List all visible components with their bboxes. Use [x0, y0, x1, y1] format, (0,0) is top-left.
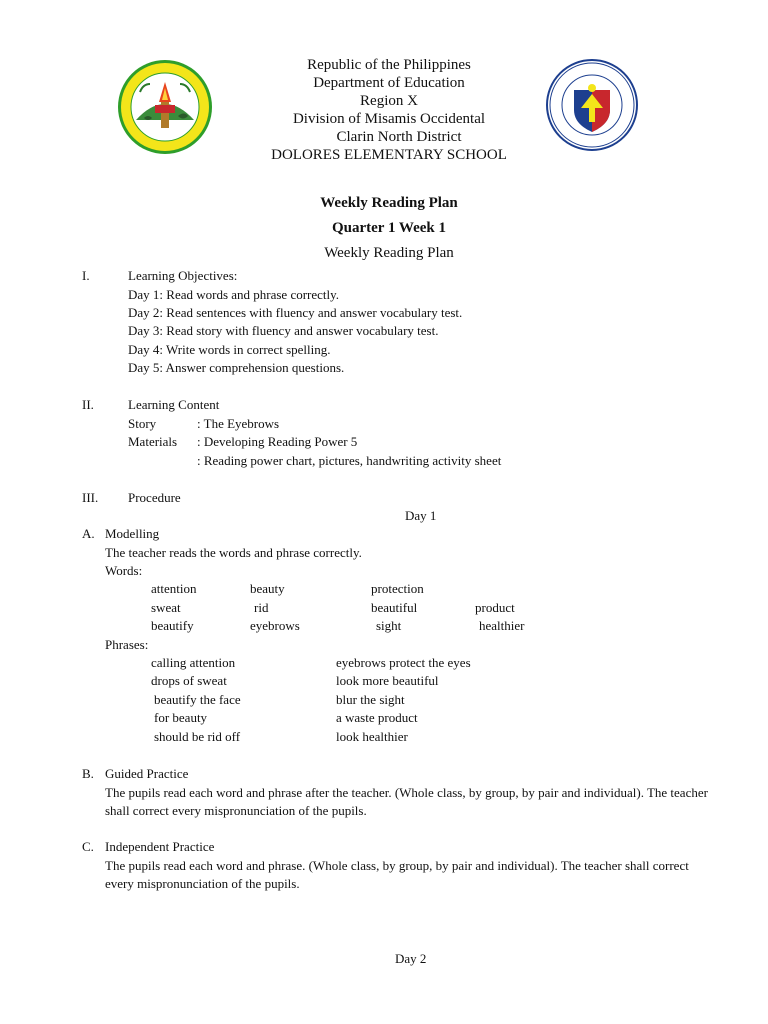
day-1-heading: Day 1 — [405, 508, 437, 523]
story-value: : The Eyebrows — [197, 416, 280, 431]
phrase-item: eyebrows protect the eyes — [336, 655, 471, 670]
word-item: eyebrows — [250, 618, 300, 633]
phrase-item: drops of sweat — [151, 673, 227, 688]
part-c-heading: Independent Practice — [105, 839, 215, 854]
header-school-name: DOLORES ELEMENTARY SCHOOL — [271, 147, 507, 163]
phrase-item: a waste product — [336, 710, 418, 725]
word-item: sight — [376, 618, 402, 633]
materials-label: Materials — [128, 434, 178, 449]
objective-day-2: Day 2: Read sentences with fluency and answer vocabulary test. — [128, 305, 463, 320]
phrases-label: Phrases: — [105, 637, 149, 652]
phrase-item: calling attention — [151, 655, 236, 670]
word-item: beautify — [151, 618, 194, 633]
section-2-heading: Learning Content — [128, 397, 220, 412]
objective-day-1: Day 1: Read words and phrase correctly. — [128, 287, 340, 302]
part-a-text: The teacher reads the words and phrase correctly. — [105, 545, 362, 560]
section-1-number: I. — [82, 268, 90, 283]
section-3-number: III. — [82, 490, 99, 505]
part-b-heading: Guided Practice — [105, 766, 189, 781]
word-item: rid — [254, 600, 269, 615]
story-label: Story — [128, 416, 157, 431]
phrase-item: look healthier — [336, 729, 408, 744]
header-department: Department of Education — [313, 75, 465, 91]
part-b-letter: B. — [82, 766, 94, 781]
word-item: healthier — [479, 618, 525, 633]
subtitle-weekly-reading-plan: Weekly Reading Plan — [324, 245, 454, 261]
part-b-text: The pupils read each word and phrase after the teacher. (Whole class, by group, by pair and individual). The teacher shall correct every mispronunciation of the pupils. — [105, 785, 708, 818]
word-item: product — [475, 600, 515, 615]
section-2-number: II. — [82, 397, 94, 412]
materials-value-2: : Reading power chart, pictures, handwriting activity sheet — [197, 453, 502, 468]
part-a-heading: Modelling — [105, 526, 160, 541]
header-region: Region X — [360, 93, 418, 109]
part-c-letter: C. — [82, 839, 94, 854]
title-weekly-reading-plan: Weekly Reading Plan — [320, 195, 458, 211]
part-c-text: The pupils read each word and phrase. (Whole class, by group, by pair and individual). The teacher shall correct every mispronunciation of the pupils. — [105, 858, 689, 891]
section-3-heading: Procedure — [128, 490, 181, 505]
objective-day-4: Day 4: Write words in correct spelling. — [128, 342, 331, 357]
words-label: Words: — [105, 563, 143, 578]
phrase-item: for beauty — [154, 710, 208, 725]
word-item: attention — [151, 581, 197, 596]
phrase-item: look more beautiful — [336, 673, 439, 688]
word-item: sweat — [151, 600, 181, 615]
phrase-item: beautify the face — [154, 692, 241, 707]
phrase-item: blur the sight — [336, 692, 405, 707]
section-1-heading: Learning Objectives: — [128, 268, 238, 283]
objective-day-3: Day 3: Read story with fluency and answer vocabulary test. — [128, 323, 439, 338]
day-2-heading: Day 2 — [395, 951, 427, 966]
title-quarter-week: Quarter 1 Week 1 — [331, 220, 447, 236]
word-item: protection — [371, 581, 424, 596]
part-a-letter: A. — [82, 526, 95, 541]
header-district: Clarin North District — [336, 129, 462, 145]
word-item: beauty — [250, 581, 285, 596]
header-division: Division of Misamis Occidental — [292, 111, 486, 127]
phrase-item: should be rid off — [154, 729, 241, 744]
materials-value-1: : Developing Reading Power 5 — [197, 434, 358, 449]
header-republic: Republic of the Philippines — [307, 57, 471, 73]
word-item: beautiful — [371, 600, 418, 615]
objective-day-5: Day 5: Answer comprehension questions. — [128, 360, 345, 375]
